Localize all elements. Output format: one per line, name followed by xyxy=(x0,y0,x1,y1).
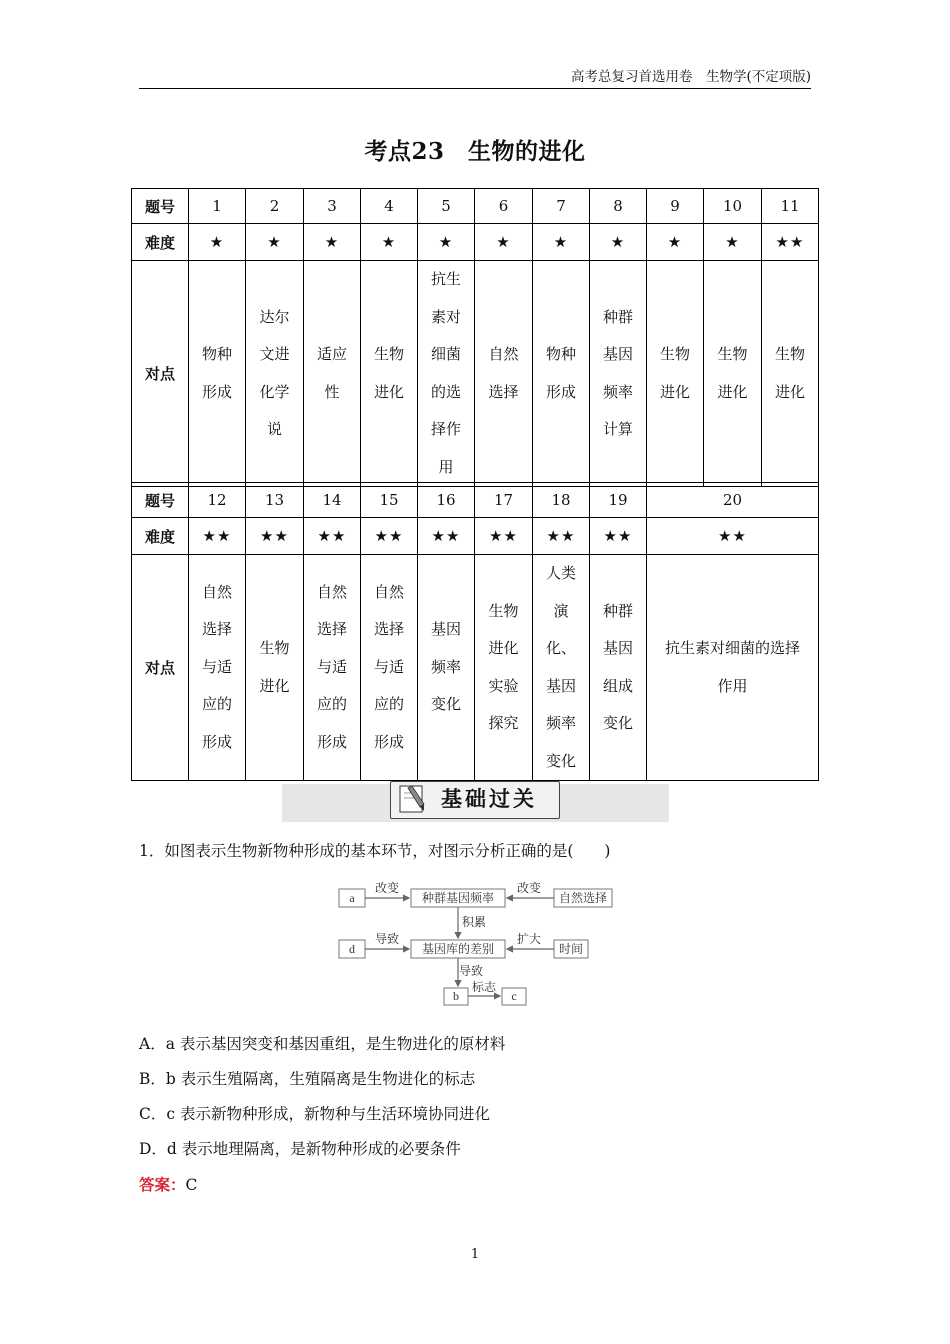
question-stem: 1．如图表示生物新物种形成的基本环节，对图示分析正确的是( ) xyxy=(139,842,611,860)
knowledge-point: 自然 选择 与适 应的 形成 xyxy=(189,555,246,781)
svg-text:时间: 时间 xyxy=(558,942,584,956)
question-num: 3 xyxy=(304,189,361,224)
knowledge-point: 生物 进化 实验 探究 xyxy=(475,555,533,781)
knowledge-point: 人类 演 化、 基因 频率 变化 xyxy=(533,555,590,781)
difficulty-stars: ★★ xyxy=(418,518,475,555)
svg-text:导致: 导致 xyxy=(374,932,400,946)
table1-row-num xyxy=(132,189,819,224)
page-header: 高考总复习首选用卷 生物学(不定项版) xyxy=(139,66,811,89)
knowledge-point: 生物 进化 xyxy=(647,261,704,487)
difficulty-stars: ★★ xyxy=(304,518,361,555)
table2-row-points xyxy=(132,555,819,781)
svg-text:扩大: 扩大 xyxy=(516,932,542,946)
difficulty-stars: ★★ xyxy=(590,518,647,555)
question-num: 17 xyxy=(475,483,533,518)
difficulty-table-2 xyxy=(131,482,819,781)
question-num: 15 xyxy=(361,483,418,518)
pencil-icon xyxy=(397,784,427,814)
svg-text:标志: 标志 xyxy=(471,980,497,994)
svg-text:基因库的差别: 基因库的差别 xyxy=(421,942,495,956)
question-num: 10 xyxy=(704,189,762,224)
svg-text:a: a xyxy=(349,891,355,905)
knowledge-point: 自然 选择 xyxy=(475,261,533,487)
knowledge-point: 适应 性 xyxy=(304,261,361,487)
difficulty-stars: ★★ xyxy=(533,518,590,555)
difficulty-stars: ★★ xyxy=(189,518,246,555)
answer-label: 答案： xyxy=(139,1175,186,1194)
difficulty-table-1 xyxy=(131,188,819,487)
difficulty-stars: ★★ xyxy=(361,518,418,555)
difficulty-stars: ★★ xyxy=(647,518,819,555)
table2-row-num xyxy=(132,483,819,518)
knowledge-point: 生物 进化 xyxy=(762,261,819,487)
table1-row-diff xyxy=(132,224,819,261)
knowledge-point: 生物 进化 xyxy=(361,261,418,487)
section-banner xyxy=(282,784,669,822)
row-label-difficulty: 难度 xyxy=(132,518,189,555)
difficulty-stars: ★★ xyxy=(475,518,533,555)
knowledge-point: 种群 基因 频率 计算 xyxy=(590,261,647,487)
difficulty-stars: ★ xyxy=(647,224,704,261)
difficulty-stars: ★ xyxy=(304,224,361,261)
knowledge-point: 自然 选择 与适 应的 形成 xyxy=(304,555,361,781)
difficulty-stars: ★ xyxy=(533,224,590,261)
option-a: A．a 表示基因突变和基因重组，是生物进化的原材料 xyxy=(139,1035,506,1053)
knowledge-point: 生物 进化 xyxy=(246,555,304,781)
svg-text:种群基因频率: 种群基因频率 xyxy=(421,891,495,905)
table1-row-points xyxy=(132,261,819,487)
svg-text:改变: 改变 xyxy=(374,881,400,895)
row-label-point: 对点 xyxy=(132,555,189,781)
svg-text:自然选择: 自然选择 xyxy=(558,891,608,905)
knowledge-point: 种群 基因 组成 变化 xyxy=(590,555,647,781)
question-num: 6 xyxy=(475,189,533,224)
question-num: 1 xyxy=(189,189,246,224)
svg-text:改变: 改变 xyxy=(516,881,542,895)
page-title: 考点23 生物的进化 xyxy=(364,138,586,165)
svg-text:积累: 积累 xyxy=(461,915,487,929)
question-num: 20 xyxy=(647,483,819,518)
question-num: 11 xyxy=(762,189,819,224)
knowledge-point: 抗生素对细菌的选择 作用 xyxy=(647,555,819,781)
difficulty-stars: ★ xyxy=(590,224,647,261)
page-number: 1 xyxy=(470,1247,480,1262)
question-num: 5 xyxy=(418,189,475,224)
knowledge-point: 基因 频率 变化 xyxy=(418,555,475,781)
svg-text:导致: 导致 xyxy=(458,964,484,978)
difficulty-stars: ★ xyxy=(704,224,762,261)
speciation-diagram xyxy=(333,878,623,1010)
knowledge-point: 抗生 素对 细菌 的选 择作 用 xyxy=(418,261,475,487)
question-num: 19 xyxy=(590,483,647,518)
svg-text:c: c xyxy=(511,989,517,1003)
question-num: 18 xyxy=(533,483,590,518)
row-label-num: 题号 xyxy=(132,189,189,224)
answer-value: C xyxy=(185,1176,198,1194)
question-num: 12 xyxy=(189,483,246,518)
row-label-num: 题号 xyxy=(132,483,189,518)
option-d: D．d 表示地理隔离，是新物种形成的必要条件 xyxy=(139,1140,461,1158)
row-label-difficulty: 难度 xyxy=(132,224,189,261)
knowledge-point: 生物 进化 xyxy=(704,261,762,487)
question-num: 14 xyxy=(304,483,361,518)
question-num: 9 xyxy=(647,189,704,224)
svg-text:d: d xyxy=(349,942,355,956)
option-b: B．b 表示生殖隔离，生殖隔离是生物进化的标志 xyxy=(139,1070,476,1088)
knowledge-point: 物种 形成 xyxy=(533,261,590,487)
table2-row-diff xyxy=(132,518,819,555)
knowledge-point: 物种 形成 xyxy=(189,261,246,487)
option-c: C．c 表示新物种形成，新物种与生活环境协同进化 xyxy=(139,1105,490,1123)
question-num: 16 xyxy=(418,483,475,518)
section-banner-box xyxy=(390,781,560,819)
section-title: 基础过关 xyxy=(441,787,537,811)
knowledge-point: 达尔 文进 化学 说 xyxy=(246,261,304,487)
row-label-point: 对点 xyxy=(132,261,189,487)
difficulty-stars: ★ xyxy=(475,224,533,261)
difficulty-stars: ★★ xyxy=(246,518,304,555)
answer-line xyxy=(139,1175,197,1195)
knowledge-point: 自然 选择 与适 应的 形成 xyxy=(361,555,418,781)
question-num: 2 xyxy=(246,189,304,224)
difficulty-stars: ★ xyxy=(189,224,246,261)
difficulty-stars: ★★ xyxy=(762,224,819,261)
difficulty-stars: ★ xyxy=(361,224,418,261)
question-num: 4 xyxy=(361,189,418,224)
svg-text:b: b xyxy=(453,989,459,1003)
question-num: 7 xyxy=(533,189,590,224)
difficulty-stars: ★ xyxy=(246,224,304,261)
question-num: 13 xyxy=(246,483,304,518)
difficulty-stars: ★ xyxy=(418,224,475,261)
question-num: 8 xyxy=(590,189,647,224)
